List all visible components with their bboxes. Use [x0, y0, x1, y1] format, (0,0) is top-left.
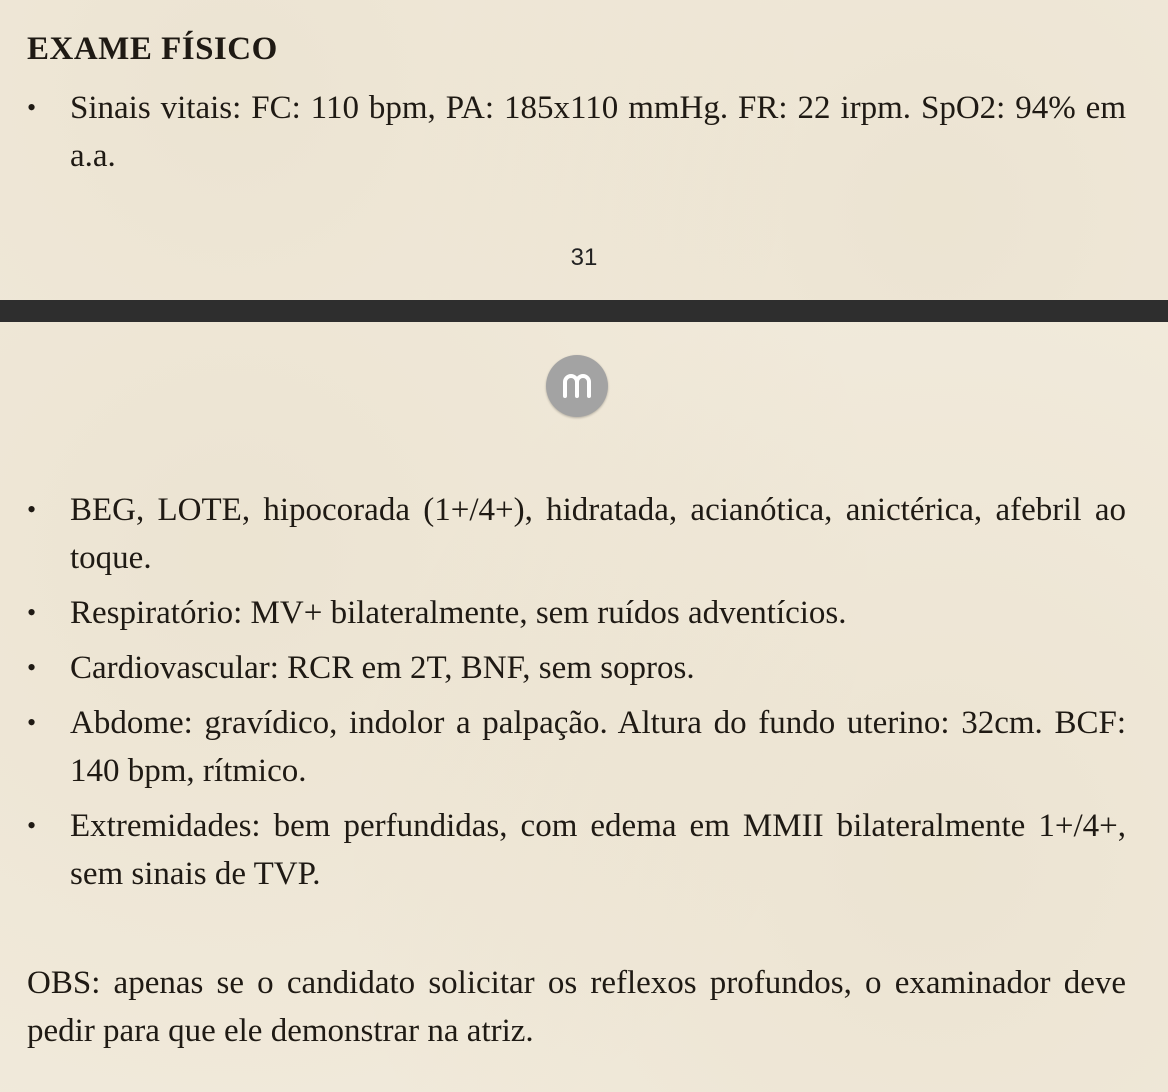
finding-general: BEG, LOTE, hipocorada (1+/4+), hidratada, acianótica, anictérica, afebril ao toque. — [70, 492, 1126, 576]
obs-note: OBS: apenas se o candidato solicitar os reflexos profundos, o examinador deve pedir para que ele demonstrar na atriz. — [27, 965, 1126, 1049]
bullet-icon: • — [27, 93, 37, 122]
bullet-icon: • — [27, 598, 37, 627]
page-number: 31 — [570, 244, 598, 271]
list-item — [27, 644, 1126, 692]
m-logo-icon — [546, 355, 608, 417]
finding-extremities: Extremidades: bem perfundidas, com edema em MMII bilateralmente 1+/4+, sem sinais de TVP. — [70, 808, 1126, 892]
bullet-icon: • — [27, 495, 37, 524]
list-item — [27, 589, 1126, 637]
finding-abdomen: Abdome: gravídico, indolor a palpação. Altura do fundo uterino: 32cm. BCF: 140 bpm, rítmico. — [70, 705, 1126, 789]
m-logo-glyph — [546, 355, 608, 417]
bullet-icon: • — [27, 653, 37, 682]
bullet-icon: • — [27, 811, 37, 840]
finding-cardiovascular: Cardiovascular: RCR em 2T, BNF, sem sopros. — [70, 650, 695, 686]
page-divider — [0, 300, 1168, 322]
list-item — [27, 84, 1126, 180]
vitals-list — [27, 84, 1126, 180]
exam-findings-list — [27, 486, 1126, 905]
vitals-text: Sinais vitais: FC: 110 bpm, PA: 185x110 mmHg. FR: 22 irpm. SpO2: 94% em a.a. — [70, 90, 1126, 174]
list-item — [27, 699, 1126, 795]
list-item — [27, 802, 1126, 898]
section-title: EXAME FÍSICO — [27, 31, 278, 67]
bullet-icon: • — [27, 708, 37, 737]
finding-respiratory: Respiratório: MV+ bilateralmente, sem ruídos adventícios. — [70, 595, 847, 631]
list-item — [27, 486, 1126, 582]
